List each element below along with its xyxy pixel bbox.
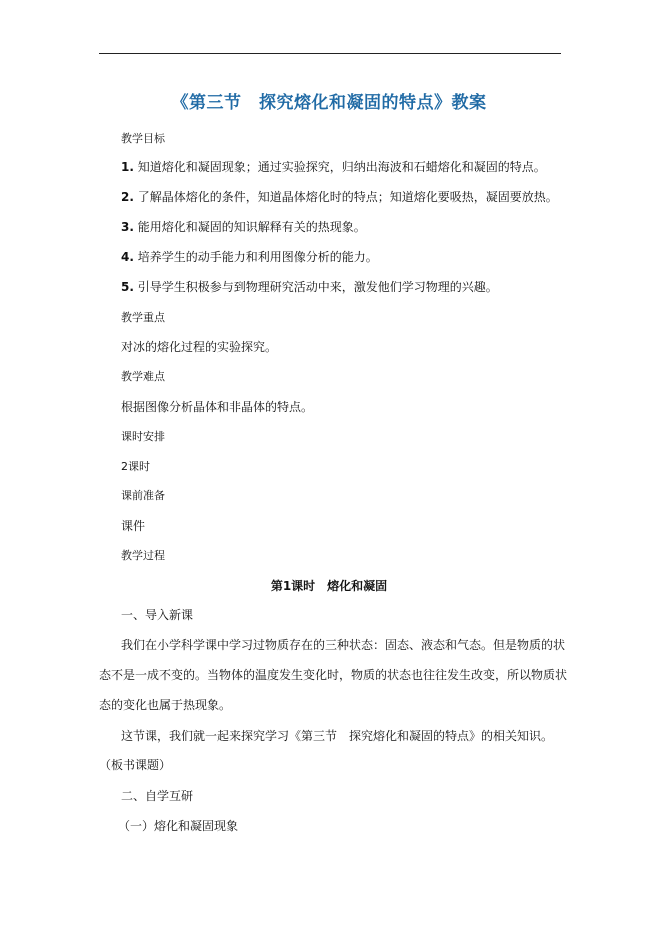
key-points-heading: 教学重点: [121, 311, 165, 324]
key-points-text: 对冰的熔化过程的实验探究。: [121, 340, 278, 354]
schedule-text: 2课时: [121, 460, 150, 473]
intro-paragraph-line: 态的变化也属于热现象。: [99, 698, 232, 712]
lesson-title: 第1课时 熔化和凝固: [270, 579, 388, 593]
topic-paragraph-line: 这节课，我们就一起来探究学习《第三节 探究熔化和凝固的特点》的相关知识。: [121, 729, 554, 743]
preparation-heading: 课前准备: [121, 489, 165, 502]
page-title: 《第三节 探究熔化和凝固的特点》教案: [171, 93, 487, 113]
objective-number: 4.: [121, 250, 134, 264]
intro-paragraph-line: 态不是一成不变的。当物体的温度发生变化时，物质的状态也往往发生改变，所以物质状: [99, 668, 568, 682]
objectives-heading: 教学目标: [121, 132, 165, 145]
objective-item-2: [121, 188, 558, 205]
objective-text: 引导学生积极参与到物理研究活动中来，激发他们学习物理的兴趣。: [137, 280, 498, 294]
objective-text: 了解晶体熔化的条件，知道晶体熔化时的特点；知道熔化要吸热，凝固要放热。: [137, 190, 558, 204]
section-heading-self-study: 二、自学互研: [121, 789, 194, 803]
objective-text: 知道熔化和凝固现象；通过实验探究，归纳出海波和石蜡熔化和凝固的特点。: [137, 160, 546, 174]
objective-number: 5.: [121, 280, 134, 294]
preparation-text: 课件: [121, 519, 146, 533]
objective-number: 2.: [121, 190, 134, 204]
objective-item-3: [121, 218, 366, 235]
objective-text: 培养学生的动手能力和利用图像分析的能力。: [137, 250, 378, 264]
schedule-heading: 课时安排: [121, 430, 165, 443]
intro-paragraph-line: 我们在小学科学课中学习过物质存在的三种状态：固态、液态和气态。但是物质的状: [121, 638, 566, 652]
subsection-heading: （一）熔化和凝固现象: [118, 819, 239, 833]
objective-text: 能用熔化和凝固的知识解释有关的热现象。: [137, 220, 366, 234]
board-note: （板书课题）: [99, 758, 172, 772]
process-heading: 教学过程: [121, 549, 165, 562]
difficulties-heading: 教学难点: [121, 370, 165, 383]
objective-number: 1.: [121, 160, 134, 174]
objective-number: 3.: [121, 220, 134, 234]
objective-item-4: [121, 248, 378, 265]
objective-item-5: [121, 278, 498, 295]
objective-item-1: [121, 158, 546, 175]
section-heading-intro: 一、导入新课: [121, 608, 194, 622]
header-rule: [99, 53, 561, 54]
difficulties-text: 根据图像分析晶体和非晶体的特点。: [121, 400, 314, 414]
